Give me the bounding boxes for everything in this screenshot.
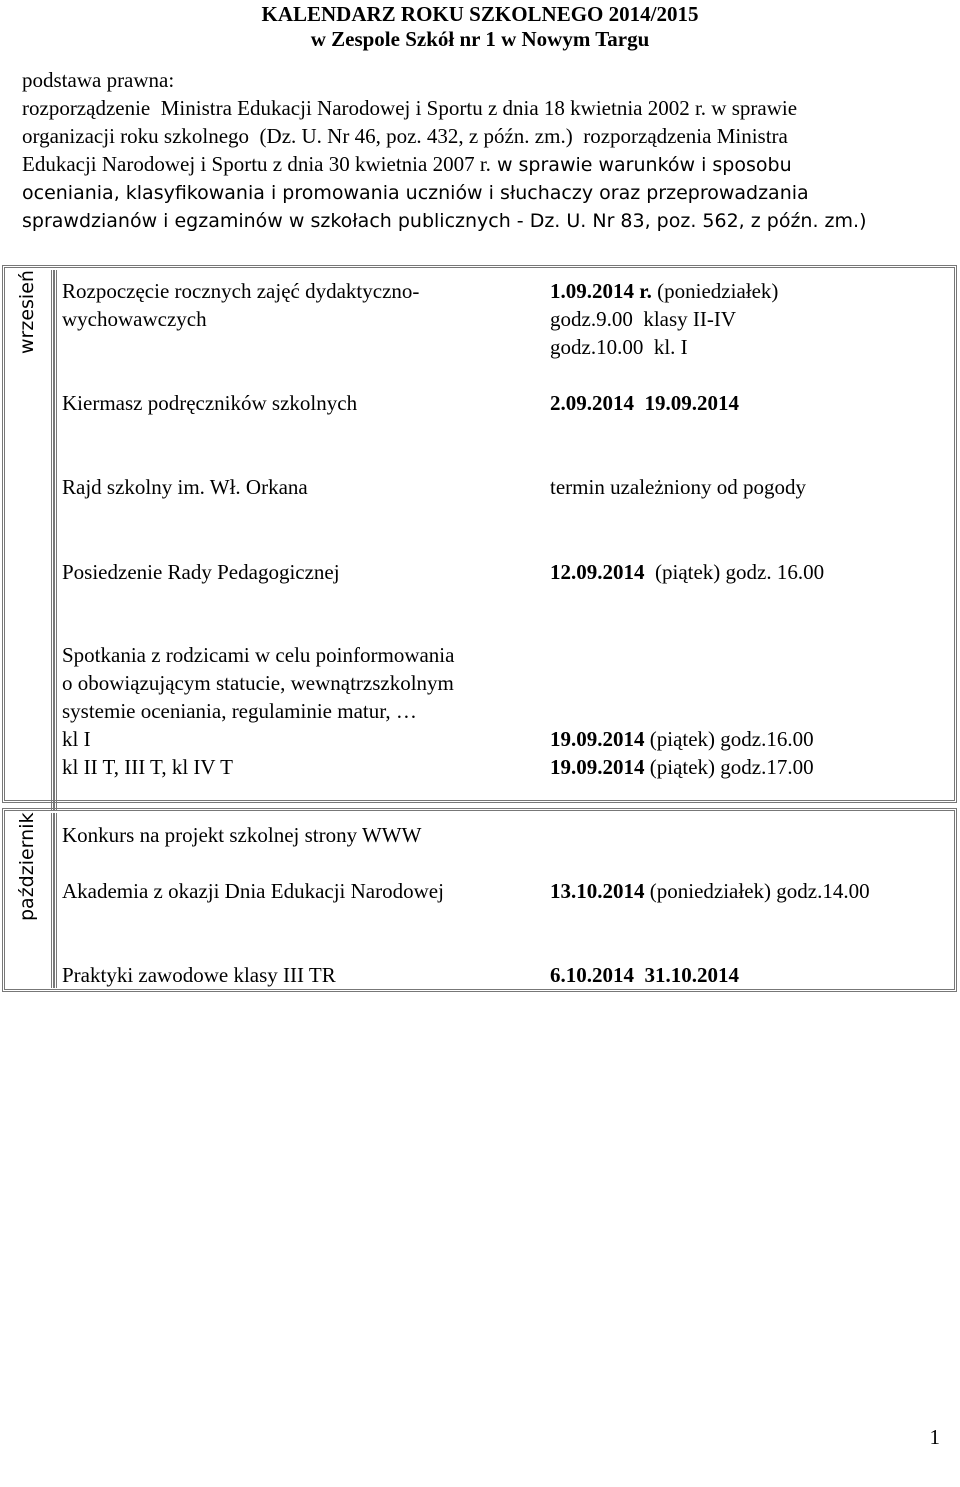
page-number: 1 (929, 1425, 940, 1449)
event-name (62, 558, 532, 586)
event-name (62, 389, 532, 417)
legal-basis-text: w sprawie warunków i sposobu (490, 154, 792, 176)
event-date-main: 19.09.2014 (550, 755, 645, 779)
month-label-october: październik (16, 813, 38, 922)
document-subtitle: w Zespole Szkół nr 1 w Nowym Targu (310, 27, 650, 51)
month-label-september: wrzesień (16, 270, 38, 354)
event-date-line: godz.9.00 klasy II-IV (550, 307, 737, 331)
event-line: kl II T, III T, kl IV T (62, 755, 233, 779)
event-name (62, 877, 532, 905)
event-line: Posiedzenie Rady Pedagogicznej (62, 560, 340, 584)
event-line: Konkurs na projekt szkolnej strony WWW (62, 823, 422, 847)
legal-basis-line (22, 150, 942, 179)
event-date-detail: (piątek) godz.16.00 (644, 727, 814, 751)
event-line: Spotkania z rodzicami w celu poinformowania (62, 643, 455, 667)
legal-basis-line: rozporządzenie Ministra Edukacji Narodowej i Sportu z dnia 18 kwietnia 2002 r. w sprawie (22, 96, 798, 120)
calendar-table (2, 265, 957, 803)
event-date-main: 1.09.2014 r. (550, 279, 652, 303)
event-name (62, 473, 532, 501)
event-line: Praktyki zawodowe klasy III TR (62, 963, 336, 987)
legal-basis-text: Edukacji Narodowej i Sportu z dnia 30 kwietnia 2007 r. (22, 152, 491, 176)
event-date: 2.09.2014 19.09.2014 (550, 391, 739, 415)
event-date (550, 725, 950, 781)
legal-basis-line: sprawdzianów i egzaminów w szkołach publicznych - Dz. U. Nr 83, poz. 562, z późn. zm.) (22, 210, 867, 232)
legal-basis-line: oceniania, klasyfikowania i promowania uczniów i słuchaczy oraz przeprowadzania (22, 182, 809, 204)
event-date-detail: (poniedziałek) (651, 279, 779, 303)
event-line: o obowiązującym statucie, wewnątrzszkolnym (62, 671, 454, 695)
event-date-main: 13.10.2014 (550, 879, 645, 903)
event-line: systemie oceniania, regulaminie matur, … (62, 699, 417, 723)
event-date-main: 19.09.2014 (550, 727, 645, 751)
event-name (62, 641, 542, 781)
event-date: termin uzależniony od pogody (550, 475, 807, 499)
event-date (550, 877, 950, 905)
event-date (550, 558, 950, 586)
event-name (62, 277, 532, 333)
event-date: 6.10.2014 31.10.2014 (550, 963, 739, 987)
legal-basis (22, 66, 942, 235)
document-title: KALENDARZ ROKU SZKOLNEGO 2014/2015 (261, 2, 699, 26)
event-date-main: 12.09.2014 (550, 560, 645, 584)
event-line: Akademia z okazji Dnia Edukacji Narodowej (62, 879, 444, 903)
event-line: Rajd szkolny im. Wł. Orkana (62, 475, 308, 499)
event-date-line: godz.10.00 kl. I (550, 335, 688, 359)
event-date-detail: (piątek) godz.17.00 (644, 755, 814, 779)
event-line: Rozpoczęcie rocznych zajęć dydaktyczno- (62, 279, 420, 303)
event-name (62, 821, 532, 849)
event-line: kl I (62, 727, 91, 751)
event-name (62, 961, 532, 989)
event-date-detail: (poniedziałek) godz.14.00 (644, 879, 870, 903)
calendar-table-october (2, 808, 957, 992)
event-date (550, 277, 950, 361)
event-line: wychowawczych (62, 307, 207, 331)
event-line: Kiermasz podręczników szkolnych (62, 391, 358, 415)
legal-basis-label: podstawa prawna: (22, 68, 175, 92)
event-date-detail: (piątek) godz. 16.00 (644, 560, 825, 584)
legal-basis-line: organizacji roku szkolnego (Dz. U. Nr 46, poz. 432, z późn. zm.) rozporządzenia Ministra (22, 124, 788, 148)
